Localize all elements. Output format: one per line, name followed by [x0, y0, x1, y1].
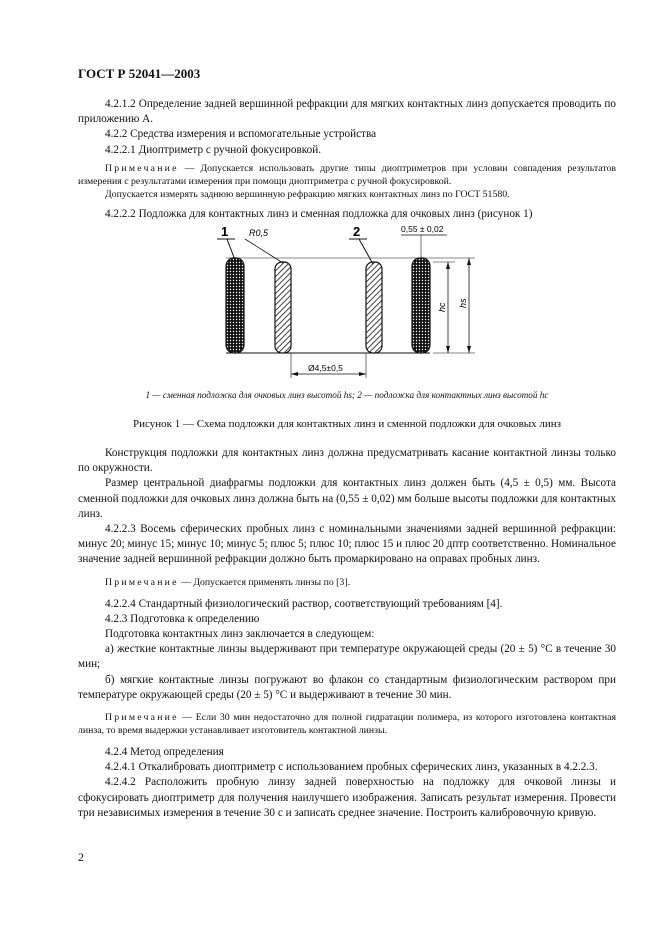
- paragraph: Размер центральной диафрагмы подложки для контактных линз должен быть (4,5 ± 0,5) мм. Высота сменной подложки для очковых линз должна быть на (0,55 ± 0,02) мм больше высоты подложки для контактных линз.: [78, 477, 616, 520]
- note-label: Примечание: [105, 162, 179, 174]
- figure-legend: 1 — сменная подложка для очковых линз высотой hs; 2 — подложка для контактных линз высотой hc: [145, 390, 549, 400]
- note: [78, 162, 616, 188]
- inner-wall-left: [275, 262, 291, 353]
- label-1: 1: [221, 224, 229, 239]
- paragraph: 4.2.2.3 Восемь сферических пробных линз с номинальными значениями задней вершинной рефракции: минус 20; минус 15; минус 10; минус 5; плюс 5; плюс 10; плюс 15 и плюс 20 дптр соответственно. Номинальное значение задней вершинной рефракции должно быть промаркировано на оправах пробных линз.: [78, 523, 616, 566]
- paragraph: Конструкция подложки для контактных линз должна предусматривать касание контактной линзы только по окружности.: [78, 447, 616, 475]
- note-label: Примечание: [105, 576, 179, 588]
- thickness-label: 0,55 ± 0,02: [401, 224, 444, 234]
- label-2: 2: [353, 224, 361, 239]
- text-block-top: [78, 97, 616, 222]
- paragraph: 4.2.4 Метод определения: [105, 746, 224, 759]
- note-text: — Допускается применять линзы по [3].: [178, 576, 351, 588]
- paragraph: 4.2.2.4 Стандартный физиологический раствор, соответствующий требованиям [4].: [105, 597, 503, 610]
- paragraph: 4.2.2 Средства измерения и вспомогательные устройства: [105, 128, 377, 141]
- figure-1: [205, 222, 485, 382]
- note-continuation: Допускается измерять заднюю вершинную рефракцию мягких контактных линз по ГОСТ 51580.: [105, 188, 510, 200]
- hc-label: hc: [437, 302, 447, 312]
- paragraph: 4.2.4.1 Откалибровать диоптриметр с использованием пробных сферических линз, указанных в 4.2.2.3.: [105, 761, 598, 774]
- document-header: ГОСТ Р 52041—2003: [78, 66, 201, 81]
- note-label: Примечание: [105, 712, 179, 724]
- paragraph: 4.2.4.2 Расположить пробную линзу задней поверхностью на подложку для очковой линзы и сфокусировать диоптриметр для получения наилучшего изображения. Записать результат измерения. Провести три независимых измерения в течение 30 с и записать среднее значение. Построить калибровочную кривую.: [78, 776, 616, 819]
- figure-caption: Рисунок 1 — Схема подложки для контактных линз и сменной подложки для очковых линз: [132, 418, 562, 430]
- paragraph: а) жесткие контактные линзы выдерживают при температуре окружающей среды (20 ± 5) °С в течение 30 мин;: [78, 643, 616, 671]
- paragraph: Подготовка контактных линз заключается в следующем:: [105, 628, 375, 641]
- paragraph: 4.2.2.1 Диоптриметр с ручной фокусировкой.: [105, 143, 322, 156]
- hs-label: hs: [458, 298, 468, 308]
- paragraph: 4.2.2.2 Подложка для контактных линз и сменная подложка для очковых линз (рисунок 1): [105, 207, 533, 220]
- paragraph: 4.2.1.2 Определение задней вершинной рефракции для мягких контактных линз допускается проводить по приложению А.: [78, 98, 616, 126]
- note-text: — Допускается использовать другие типы диоптриметров при условии совпадения результатов измерения с результатами измерения при помощи диоптриметра с ручной фокусировкой.: [78, 162, 616, 187]
- paragraph: 4.2.3 Подготовка к определению: [105, 612, 260, 625]
- figure-drawing: [205, 222, 485, 382]
- radius-label: R0,5: [249, 228, 269, 238]
- diameter-label: Ø4,5±0,5: [308, 363, 343, 373]
- paragraph: б) мягкие контактные линзы погружают во флакон со стандартным физиологическим раствором при температуре окружающей среды (20 ± 5) °С и выдерживают в течение 30 мин.: [78, 673, 616, 701]
- note: [78, 711, 616, 737]
- inner-wall-right: [366, 262, 382, 353]
- page-number: 2: [78, 850, 84, 864]
- note-text: — Если 30 мин недостаточно для полной гидратации полимера, из которого изготовлена контактная линза, то время выдержки устанавливает изготовитель контактной линзы.: [78, 712, 616, 737]
- outer-wall-left: [226, 258, 244, 353]
- note: [78, 576, 616, 589]
- text-block-main: [78, 446, 616, 821]
- outer-wall-right: [412, 258, 430, 353]
